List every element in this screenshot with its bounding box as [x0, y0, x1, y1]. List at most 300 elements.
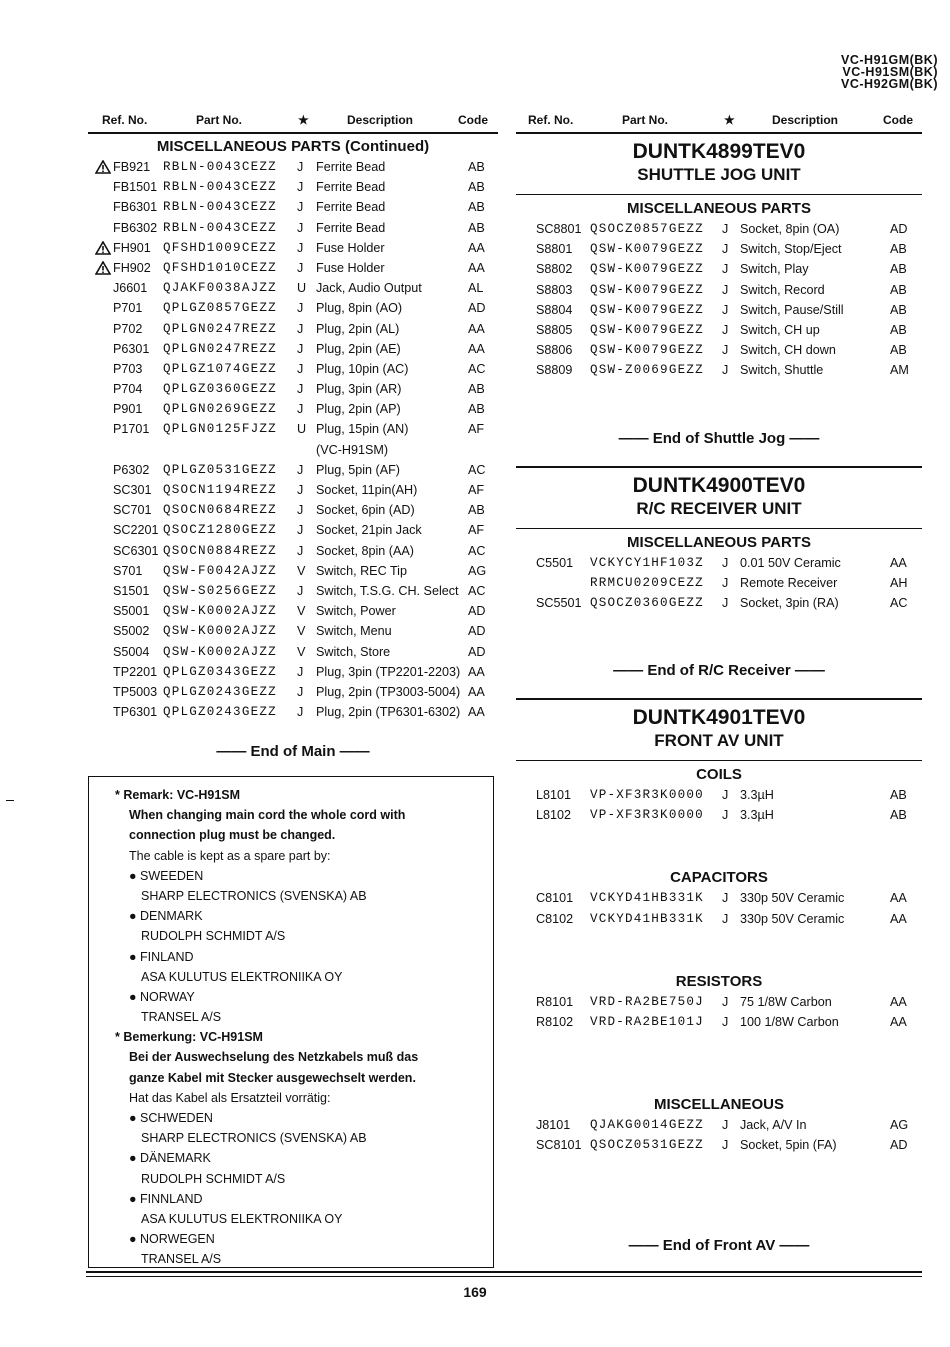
description: Ferrite Bead: [316, 220, 386, 235]
mark-cell: V: [297, 644, 306, 659]
part-number: QPLGN0247REZZ: [163, 321, 277, 336]
description: Fuse Holder: [316, 260, 385, 275]
ref-cell: FB6302: [113, 220, 158, 235]
description: 0.01 50V Ceramic: [740, 555, 841, 570]
code-cell: AB: [890, 322, 907, 337]
code-cell: AA: [468, 705, 485, 720]
description: Switch, Menu: [316, 624, 392, 639]
code-cell: AM: [890, 363, 909, 378]
code-cell: AC: [468, 462, 486, 477]
ref-cell: S5004: [113, 644, 150, 659]
ref-cell: S701: [113, 563, 143, 578]
table-row: [516, 1116, 922, 1136]
part-number: RBLN-0043CEZZ: [163, 180, 277, 195]
description: Plug, 3pin (TP2201-2203): [316, 664, 461, 679]
code-cell: AF: [468, 422, 485, 437]
group-title: COILS: [696, 766, 742, 784]
table-row: [88, 622, 498, 642]
mark-cell: J: [722, 1138, 729, 1153]
model-list: [841, 54, 938, 90]
group-title: MISCELLANEOUS PARTS: [627, 200, 811, 217]
code-cell: AB: [890, 242, 907, 257]
part-number: QSW-K0079GEZZ: [590, 242, 704, 257]
part-number: QSW-K0002AJZZ: [163, 604, 277, 619]
mark-cell: J: [297, 664, 304, 679]
ref-cell: R8101: [536, 994, 574, 1009]
description: 330p 50V Ceramic: [740, 911, 845, 926]
right-column: [516, 110, 922, 1259]
mark-cell: V: [297, 624, 306, 639]
model-line: VC-H91SM(BK): [842, 65, 938, 79]
unit-rule: [516, 528, 922, 529]
code-cell: AD: [890, 1138, 908, 1153]
mark-cell: J: [722, 808, 729, 823]
ref-cell: R8102: [536, 1015, 574, 1029]
code-cell: AB: [468, 180, 485, 195]
description: Ferrite Bead: [316, 160, 386, 174]
ref-cell: S8801: [536, 242, 573, 257]
table-row: [88, 219, 498, 239]
description: Socket, 8pin (AA): [316, 543, 414, 558]
ref-cell: L8101: [536, 788, 572, 803]
ref-cell: SC5501: [536, 595, 582, 610]
code-cell: AB: [890, 343, 907, 358]
description: 75 1/8W Carbon: [740, 994, 832, 1009]
mark-cell: J: [297, 240, 304, 255]
unit-code: DUNTK4900TEV0: [632, 473, 806, 497]
code-cell: AA: [468, 664, 485, 679]
unit-end-label: —— End of Front AV ——: [628, 1236, 810, 1254]
code-cell: AB: [890, 262, 907, 277]
table-row: [88, 198, 498, 218]
code-cell: AB: [468, 382, 485, 397]
ref-cell: SC701: [113, 503, 152, 518]
code-cell: AG: [468, 563, 487, 578]
part-number: QSW-S0256GEZZ: [163, 583, 277, 598]
mark-cell: J: [297, 301, 304, 316]
table-row: [516, 806, 922, 826]
description: (VC-H91SM): [316, 442, 389, 457]
group-title: CAPACITORS: [670, 869, 768, 887]
mark-cell: J: [722, 891, 729, 906]
table-row: [88, 582, 498, 602]
ref-cell: P701: [113, 301, 143, 316]
part-number: QSOCN0884REZZ: [163, 543, 277, 558]
ref-cell: FH902: [113, 260, 151, 275]
table-row: [88, 602, 498, 622]
table-row: [88, 481, 498, 501]
table-row: [516, 889, 922, 909]
code-cell: AH: [890, 575, 908, 590]
part-number: VCKYD41HB331K: [590, 911, 704, 926]
description: Plug, 2pin (AL): [316, 321, 400, 336]
code-cell: AB: [468, 160, 485, 174]
part-number: QPLGZ0531GEZZ: [163, 462, 277, 477]
part-number: QSOCZ0857GEZZ: [590, 222, 704, 236]
description: Remote Receiver: [740, 575, 838, 590]
unit-code: DUNTK4901TEV0: [632, 706, 806, 730]
ref-cell: TP2201: [113, 664, 158, 679]
unit-code: DUNTK4899TEV0: [632, 140, 806, 163]
code-cell: AF: [468, 483, 485, 497]
description: Plug, 5pin (AF): [316, 462, 400, 477]
table-header: [516, 110, 922, 132]
code-cell: AB: [890, 282, 907, 297]
mark-cell: J: [722, 222, 729, 236]
warning-icon: [95, 160, 111, 177]
description: Plug, 10pin (AC): [316, 361, 409, 376]
part-number: VRD-RA2BE101J: [590, 1015, 704, 1029]
mark-cell: J: [722, 242, 729, 257]
table-row: [516, 341, 922, 361]
page-number: 169: [463, 1284, 487, 1300]
ref-cell: SC2201: [113, 523, 159, 538]
mark-cell: J: [297, 220, 304, 235]
header-part: Part No.: [196, 113, 243, 127]
table-row: [88, 663, 498, 683]
remark-line: ASA KULUTUS ELEKTRONIIKA OY: [141, 1211, 343, 1226]
table-row: [88, 420, 498, 440]
model-line: VC-H92GM(BK): [841, 77, 938, 91]
part-number: QFSHD1009CEZZ: [163, 240, 277, 255]
section-title: MISCELLANEOUS PARTS (Continued): [156, 138, 430, 155]
description: Plug, 8pin (AO): [316, 301, 403, 316]
margin-dash: [6, 800, 14, 801]
header-star: ★: [724, 113, 735, 127]
table-row: [88, 562, 498, 582]
mark-cell: J: [297, 462, 304, 477]
remark-line: ● SWEEDEN: [129, 868, 204, 883]
table-row: [88, 521, 498, 541]
remark-line: SHARP ELECTRONICS (SVENSKA) AB: [141, 1131, 367, 1146]
part-number: QPLGZ1074GEZZ: [163, 361, 277, 376]
code-cell: AA: [890, 555, 907, 570]
description: Plug, 3pin (AR): [316, 382, 402, 397]
table-row: [516, 260, 922, 280]
table-header: [88, 110, 498, 132]
part-number: QSW-K0079GEZZ: [590, 302, 704, 317]
mark-cell: J: [297, 684, 304, 699]
unit-end-label: —— End of R/C Receiver ——: [613, 662, 825, 680]
ref-cell: S8805: [536, 322, 573, 337]
table-row: [88, 643, 498, 663]
remark-line: ● DÄNEMARK: [129, 1151, 211, 1166]
mark-cell: J: [297, 705, 304, 720]
description: Socket, 5pin (FA): [740, 1138, 837, 1153]
mark-cell: J: [722, 994, 729, 1009]
part-number: QSW-K0079GEZZ: [590, 343, 704, 358]
unit-end-label: —— End of Shuttle Jog ——: [618, 429, 820, 447]
code-cell: AA: [890, 891, 907, 906]
mark-cell: J: [722, 262, 729, 277]
ref-cell: P704: [113, 382, 143, 397]
table-row: [88, 542, 498, 562]
table-row: [88, 279, 498, 299]
code-cell: AF: [468, 523, 485, 538]
table-row: [516, 554, 922, 574]
ref-cell: C8102: [536, 911, 574, 926]
mark-cell: J: [297, 160, 304, 174]
part-number: QFSHD1010CEZZ: [163, 260, 277, 275]
ref-cell: S8803: [536, 282, 573, 297]
table-row: [516, 220, 922, 240]
code-cell: AG: [890, 1118, 909, 1133]
unit-rule: [516, 760, 922, 761]
ref-cell: SC8101: [536, 1138, 582, 1153]
code-cell: AB: [890, 808, 907, 823]
table-row: [516, 910, 922, 930]
ref-cell: J6601: [113, 281, 148, 296]
table-row: [516, 301, 922, 321]
parts-list: [516, 993, 922, 1033]
ref-cell: FB921: [113, 160, 151, 174]
description: Plug, 2pin (TP3003-5004): [316, 684, 461, 699]
mark-cell: J: [297, 503, 304, 518]
ref-cell: P901: [113, 402, 143, 417]
part-number: QJAKF0038AJZZ: [163, 281, 277, 296]
part-number: RBLN-0043CEZZ: [163, 160, 277, 174]
unit-name: R/C RECEIVER UNIT: [636, 498, 802, 518]
remark-line: ● FINNLAND: [129, 1191, 203, 1206]
remark-line: RUDOLPH SCHMIDT A/S: [141, 929, 286, 944]
ref-cell: S5002: [113, 624, 150, 639]
table-row: [88, 501, 498, 521]
description: Switch, Play: [740, 262, 809, 277]
remark-line: Hat das Kabel als Ersatzteil vorrätig:: [129, 1090, 331, 1105]
table-row: [88, 158, 498, 178]
table-row: [516, 281, 922, 301]
description: 330p 50V Ceramic: [740, 891, 845, 906]
description: Switch, T.S.G. CH. Select: [316, 583, 459, 598]
ref-cell: S8809: [536, 363, 573, 378]
ref-cell: P6301: [113, 341, 150, 356]
parts-list: [88, 158, 498, 723]
part-number: QSOCZ0531GEZZ: [590, 1138, 704, 1153]
mark-cell: J: [722, 1015, 729, 1029]
ref-cell: S8802: [536, 262, 573, 277]
code-cell: AA: [468, 260, 485, 275]
code-cell: AB: [468, 402, 485, 417]
code-cell: AD: [468, 644, 486, 659]
group-title: MISCELLANEOUS PARTS: [627, 533, 811, 551]
table-row: [88, 703, 498, 723]
part-number: QSW-K0079GEZZ: [590, 262, 704, 277]
end-label: End of R/C Receiver: [647, 662, 791, 680]
table-row: [516, 993, 922, 1013]
part-number: RBLN-0043CEZZ: [163, 200, 277, 215]
table-row: [88, 683, 498, 703]
remark-line: When changing main cord the whole cord with: [129, 808, 406, 823]
mark-cell: J: [722, 911, 729, 926]
part-number: QPLGZ0857GEZZ: [163, 301, 277, 316]
ref-cell: TP5003: [113, 684, 158, 699]
mark-cell: J: [722, 322, 729, 337]
part-number: QPLGN0125FJZZ: [163, 422, 277, 437]
description: Plug, 15pin (AN): [316, 422, 409, 437]
table-row: [516, 321, 922, 341]
ref-cell: SC6301: [113, 543, 159, 558]
ref-cell: S1501: [113, 583, 150, 598]
part-number: VP-XF3R3K0000: [590, 788, 704, 803]
group-title: RESISTORS: [675, 972, 763, 990]
ref-cell: C5501: [536, 555, 574, 570]
remark-line: ● DENMARK: [129, 909, 203, 924]
left-column: [88, 110, 498, 765]
code-cell: AD: [890, 222, 908, 236]
footer-rule: [86, 1271, 922, 1273]
code-cell: AD: [468, 604, 486, 619]
model-line: VC-H91GM(BK): [841, 53, 938, 67]
ref-cell: P1701: [113, 422, 150, 437]
parts-list: [516, 554, 922, 615]
group-title: MISCELLANEOUS: [653, 1096, 784, 1114]
part-number: VRD-RA2BE750J: [590, 994, 704, 1009]
part-number: QPLGZ0243GEZZ: [163, 684, 277, 699]
header-code: Code: [458, 113, 488, 127]
mark-cell: J: [722, 363, 729, 378]
description: 3.3µH: [740, 788, 774, 803]
remark-line: * Bemerkung: VC-H91SM: [115, 1030, 263, 1045]
code-cell: AA: [468, 341, 485, 356]
remark-line: The cable is kept as a spare part by:: [129, 848, 331, 863]
part-number: QSW-K0002AJZZ: [163, 644, 277, 659]
ref-cell: SC8801: [536, 222, 582, 236]
remark-line: ● FINLAND: [129, 949, 194, 964]
part-number: QSOCZ1280GEZZ: [163, 523, 277, 538]
header-rule: [88, 132, 498, 134]
table-row: [516, 240, 922, 260]
description: Switch, REC Tip: [316, 563, 407, 578]
description: Switch, Power: [316, 604, 396, 619]
ref-cell: L8102: [536, 808, 572, 823]
part-number: RRMCU0209CEZZ: [590, 575, 704, 590]
table-row: [516, 1013, 922, 1033]
footer-rule-thin: [86, 1276, 922, 1277]
table-row: [516, 574, 922, 594]
table-row: [88, 360, 498, 380]
header-ref: Ref. No.: [102, 113, 148, 127]
table-row: [516, 1136, 922, 1156]
mark-cell: J: [297, 382, 304, 397]
table-row: [88, 259, 498, 279]
header-ref: Ref. No.: [528, 113, 574, 127]
table-row: [88, 340, 498, 360]
part-number: QPLGZ0343GEZZ: [163, 664, 277, 679]
code-cell: AA: [468, 240, 485, 255]
description: 100 1/8W Carbon: [740, 1015, 839, 1029]
mark-cell: J: [297, 260, 304, 275]
description: Switch, CH down: [740, 343, 836, 358]
code-cell: AD: [468, 624, 486, 639]
remark-line: ● SCHWEDEN: [129, 1111, 213, 1125]
part-number: VP-XF3R3K0000: [590, 808, 704, 823]
mark-cell: J: [722, 575, 729, 590]
description: Switch, Record: [740, 282, 825, 297]
code-cell: AC: [890, 595, 908, 610]
parts-list: [516, 220, 922, 382]
table-row: [88, 380, 498, 400]
table-row: [88, 299, 498, 319]
remark-line: SHARP ELECTRONICS (SVENSKA) AB: [141, 888, 367, 903]
mark-cell: J: [297, 543, 304, 558]
ref-cell: P6302: [113, 462, 150, 477]
description: Plug, 2pin (AE): [316, 341, 401, 356]
mark-cell: J: [297, 523, 304, 538]
ref-cell: FH901: [113, 240, 151, 255]
code-cell: AC: [468, 361, 486, 376]
part-number: QPLGN0247REZZ: [163, 341, 277, 356]
code-cell: AC: [468, 543, 486, 558]
table-row: [516, 361, 922, 381]
description: Switch, Stop/Eject: [740, 242, 842, 257]
description: Socket, 6pin (AD): [316, 503, 415, 518]
code-cell: AL: [468, 281, 484, 296]
table-row: [88, 320, 498, 340]
description: Plug, 2pin (AP): [316, 402, 401, 417]
description: Ferrite Bead: [316, 200, 386, 215]
mark-cell: J: [297, 483, 304, 497]
units-list: [516, 134, 922, 1259]
code-cell: AA: [890, 1015, 907, 1029]
ref-cell: C8101: [536, 891, 574, 906]
part-number: QSOCZ0360GEZZ: [590, 595, 704, 610]
part-number: QSW-K0079GEZZ: [590, 322, 704, 337]
description: Switch, Store: [316, 644, 391, 659]
mark-cell: J: [722, 282, 729, 297]
header-code: Code: [883, 113, 913, 127]
parts-list: [516, 889, 922, 929]
part-number: QJAKG0014GEZZ: [590, 1118, 704, 1133]
table-row: [88, 239, 498, 259]
table-row: [516, 786, 922, 806]
remark-line: TRANSEL A/S: [141, 1252, 222, 1267]
end-label: End of Main: [250, 743, 336, 761]
mark-cell: J: [297, 180, 304, 195]
code-cell: AB: [890, 788, 907, 803]
header-desc: Description: [347, 113, 414, 127]
code-cell: AB: [468, 220, 485, 235]
part-number: RBLN-0043CEZZ: [163, 220, 277, 235]
part-number: VCKYCY1HF103Z: [590, 555, 704, 570]
mark-cell: V: [297, 563, 306, 578]
code-cell: AC: [468, 583, 486, 598]
mark-cell: J: [297, 341, 304, 356]
ref-cell: P702: [113, 321, 143, 336]
remark-line: ASA KULUTUS ELEKTRONIIKA OY: [141, 969, 343, 984]
description: Plug, 2pin (TP6301-6302): [316, 705, 461, 720]
mark-cell: J: [722, 302, 729, 317]
remark-line: ganze Kabel mit Stecker ausgewechselt werden.: [129, 1070, 416, 1085]
code-cell: AB: [890, 302, 907, 317]
remark-line: TRANSEL A/S: [141, 1010, 222, 1025]
part-number: VCKYD41HB331K: [590, 891, 704, 906]
part-number: QSW-Z0069GEZZ: [590, 363, 704, 378]
ref-cell: P703: [113, 361, 143, 376]
mark-cell: J: [722, 595, 729, 610]
mark-cell: U: [297, 281, 307, 296]
description: Socket, 21pin Jack: [316, 523, 422, 538]
description: Jack, A/V In: [740, 1118, 807, 1133]
warning-icon: [95, 261, 111, 278]
remark-line: Bei der Auswechselung des Netzkabels muß das: [129, 1050, 419, 1065]
description: Switch, CH up: [740, 322, 820, 337]
description: Switch, Pause/Still: [740, 302, 844, 317]
description: Socket, 11pin(AH): [316, 483, 418, 497]
part-number: QPLGZ0243GEZZ: [163, 705, 277, 720]
mark-cell: J: [722, 788, 729, 803]
code-cell: AA: [468, 684, 485, 699]
part-number: QPLGN0269GEZZ: [163, 402, 277, 417]
